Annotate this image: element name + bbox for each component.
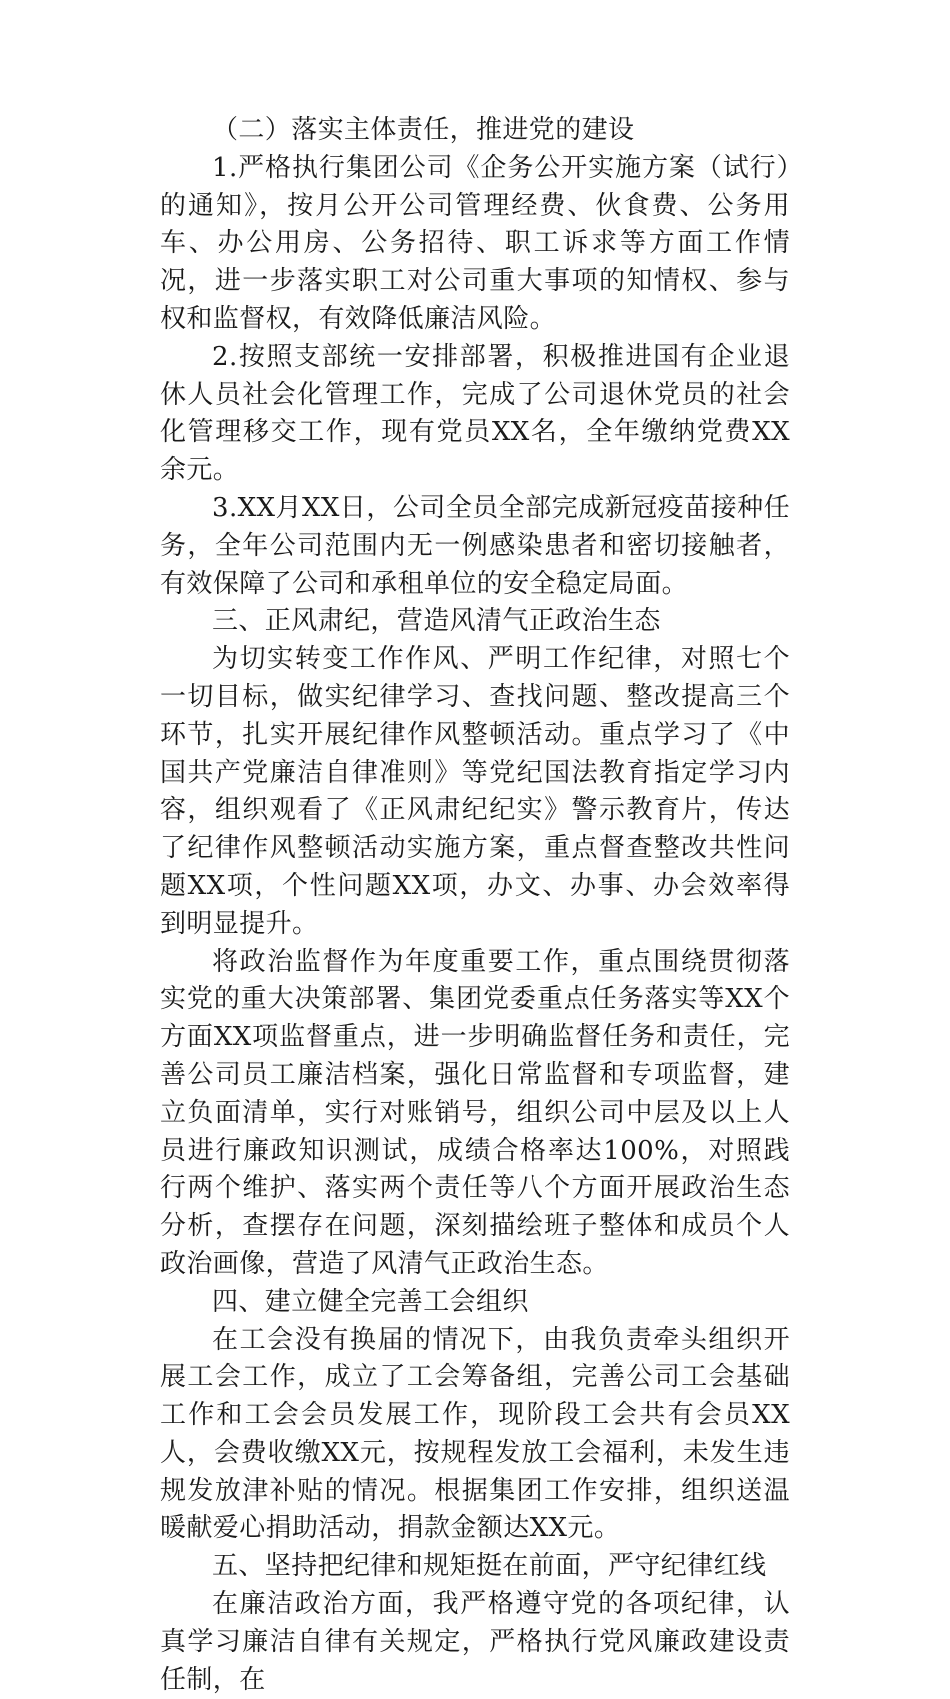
section-heading-2: （二）落实主体责任，推进党的建设 xyxy=(212,115,635,145)
section-heading-5: 五、坚持把纪律和规矩挺在前面，严守纪律红线 xyxy=(212,1551,767,1582)
paragraph-trade-union: 在工会没有换届的情况下，由我负责牵头组织开展工会工作，成立了工会筹备组，完善公司工会基础工作和工会会员发展工作，现阶段工会共有会员XX人，会费收缴XX元，按规程发放工会福利，未发生违规发放津补贴的情况。根据集团工作安排，组织送温暖献爱心捐助活动，捐款金额达XX元。 xyxy=(160,1324,790,1544)
paragraph-discipline-rectification: 为切实转变工作作风、严明工作纪律，对照七个一切目标，做实纪律学习、查找问题、整改提高三个环节，扎实开展纪律作风整顿活动。重点学习了《中国共产党廉洁自律准则》等党纪国法教育指定学习内容，组织观看了《正风肃纪纪实》警示教育片，传达了纪律作风整顿活动实施方案，重点督查整改共性问题XX项，个性问题XX项，办文、办事、办会效率得到明显提升。 xyxy=(160,644,790,939)
document-page xyxy=(160,112,790,1699)
paragraph-political-supervision: 将政治监督作为年度重要工作，重点围绕贯彻落实党的重大决策部署、集团党委重点任务落实等XX个方面XX项监督重点，进一步明确监督任务和责任，完善公司员工廉洁档案，强化日常监督和专项监督，建立负面清单，实行对账销号，组织公司中层及以上人员进行廉政知识测试，成绩合格率达100%，对照践行两个维护、落实两个责任等八个方面开展政治生态分析，查摆存在问题，深刻描绘班子整体和成员个人政治画像，营造了风清气正政治生态。 xyxy=(160,946,790,1279)
section-heading-3: 三、正风肃纪，营造风清气正政治生态 xyxy=(212,606,661,637)
paragraph-item-3: 3.XX月XX日，公司全员全部完成新冠疫苗接种任务，全年公司范围内无一例感染患者和密切接触者，有效保障了公司和承租单位的安全稳定局面。 xyxy=(160,492,790,599)
section-heading-4: 四、建立健全完善工会组织 xyxy=(212,1286,529,1317)
paragraph-integrity: 在廉洁政治方面，我严格遵守党的各项纪律，认真学习廉洁自律有关规定，严格执行党风廉政建设责任制，在 xyxy=(160,1589,790,1695)
paragraph-item-1: 1.严格执行集团公司《企务公开实施方案（试行）的通知》，按月公开公司管理经费、伙食费、公务用车、办公用房、公务招待、职工诉求等方面工作情况，进一步落实职工对公司重大事项的知情权、参与权和监督权，有效降低廉洁风险。 xyxy=(160,152,790,334)
paragraph-item-2: 2.按照支部统一安排部署，积极推进国有企业退休人员社会化管理工作，完成了公司退休党员的社会化管理移交工作，现有党员XX名，全年缴纳党费XX余元。 xyxy=(160,341,790,486)
